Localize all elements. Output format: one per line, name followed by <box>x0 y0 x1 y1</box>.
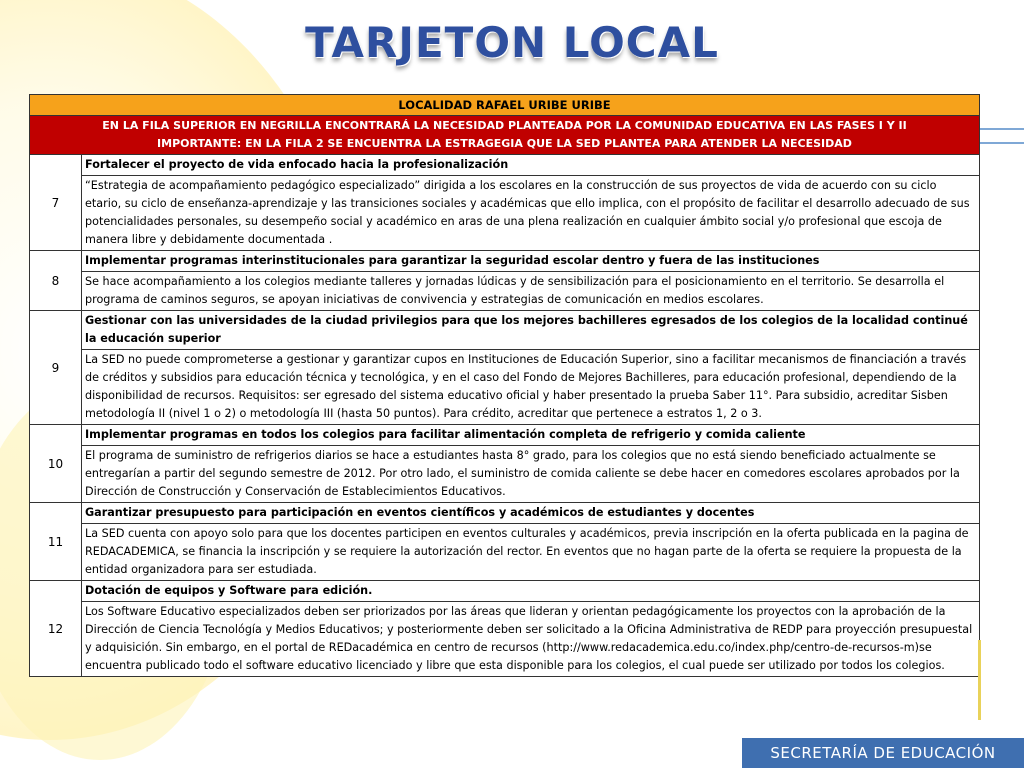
need-text: Fortalecer el proyecto de vida enfocado hacia la profesionalización <box>82 155 980 176</box>
need-row <box>30 155 980 176</box>
need-text: Dotación de equipos y Software para edición. <box>82 581 980 602</box>
need-row <box>30 425 980 446</box>
tarjeton-table-container <box>29 94 980 677</box>
notice-line-2: IMPORTANTE: EN LA FILA 2 SE ENCUENTRA LA ESTRAGEGIA QUE LA SED PLANTEA PARA ATENDER LA NECESIDAD <box>157 137 852 150</box>
strategy-text: La SED no puede comprometerse a gestionar y garantizar cupos en Instituciones de Educación Superior, sino a facilitar mecanismos de financiación a través de créditos y subsidios para educación técnica y tecnológica, y en el caso del Fondo de Mejores Bachilleres, para educación profesional, dependiendo de la disponibilidad de recursos. Requisitos: ser egresado del sistema educativo oficial y haber presentado la prueba Saber 11°. Para subsidio, acreditar Sisben metodología II (nivel 1 o 2) o metodología III (hasta 50 puntos). Para crédito, acreditar que pertenece a estratos 1, 2 o 3. <box>82 350 980 425</box>
need-text: Garantizar presupuesto para participación en eventos científicos y académicos de estudiantes y docentes <box>82 503 980 524</box>
need-row <box>30 251 980 272</box>
footer-label: SECRETARÍA DE EDUCACIÓN <box>770 744 996 762</box>
row-number: 9 <box>30 311 82 425</box>
row-number: 8 <box>30 251 82 311</box>
strategy-text: La SED cuenta con apoyo solo para que los docentes participen en eventos culturales y académicos, previa inscripción en la oferta publicada en la pagina de REDACADEMICA, se financia la inscripción y se requiere la autorización del rector. En eventos que no hagan parte de la oferta se requiere la propuesta de la entidad organizadora para ser estudiada. <box>82 524 980 581</box>
notice-banner <box>30 116 980 155</box>
footer-banner <box>742 738 1024 768</box>
page-title: TARJETON LOCAL <box>305 18 719 67</box>
locality-header-row <box>30 95 980 116</box>
strategy-text: Se hace acompañamiento a los colegios mediante talleres y jornadas lúdicas y de sensibilización para el posicionamiento en el territorio. Se desarrolla el programa de caminos seguros, se apoyan iniciativas de convivencia y estrategias de comunicación en medios escolares. <box>82 272 980 311</box>
strategy-row <box>30 272 980 311</box>
strategy-row <box>30 524 980 581</box>
side-accent <box>978 640 981 720</box>
locality-header: LOCALIDAD RAFAEL URIBE URIBE <box>30 95 980 116</box>
strategy-row <box>30 350 980 425</box>
strategy-text: “Estrategia de acompañamiento pedagógico especializado” dirigida a los escolares en la construcción de sus proyectos de vida de acuerdo con su ciclo etario, su ciclo de enseñanza-aprendizaje y las transiciones sociales y académicas que ello implica, con el propósito de facilitar el desarrollo adecuado de sus potencialidades personales, su desempeño social y académico en aras de una plena realización en cualquier ámbito social y/o profesional que escoja de manera libre y debidamente documentada . <box>82 176 980 251</box>
row-number: 10 <box>30 425 82 503</box>
strategy-row <box>30 602 980 677</box>
row-number: 7 <box>30 155 82 251</box>
strategy-row <box>30 176 980 251</box>
need-text: Implementar programas interinstitucionales para garantizar la seguridad escolar dentro y fuera de las instituciones <box>82 251 980 272</box>
tarjeton-table <box>29 94 980 677</box>
notice-line-1: EN LA FILA SUPERIOR EN NEGRILLA ENCONTRARÁ LA NECESIDAD PLANTEADA POR LA COMUNIDAD EDUCATIVA EN LAS FASES I Y II <box>102 119 907 132</box>
strategy-text: El programa de suministro de refrigerios diarios se hace a estudiantes hasta 8° grado, para los colegios que no está siendo beneficiado actualmente se entregarían a partir del segundo semestre de 2012. Por otro lado, el suministro de comida caliente se debe hacer en comedores escolares aprobados por la Dirección de Construcción y Conservación de Establecimientos Educativos. <box>82 446 980 503</box>
need-text: Implementar programas en todos los colegios para facilitar alimentación completa de refrigerio y comida caliente <box>82 425 980 446</box>
need-row <box>30 311 980 350</box>
need-text: Gestionar con las universidades de la ciudad privilegios para que los mejores bachilleres egresados de los colegios de la localidad continué la educación superior <box>82 311 980 350</box>
row-number: 11 <box>30 503 82 581</box>
strategy-row <box>30 446 980 503</box>
row-number: 12 <box>30 581 82 677</box>
strategy-text: Los Software Educativo especializados deben ser priorizados por las áreas que lideran y orientan pedagógicamente los proyectos con la aprobación de la Dirección de Ciencia Tecnológía y Medios Educativos; y posteriormente deben ser solicitado a la Oficina Administrativa de REDP para proyección presupuestal y adquisición. Sin embargo, en el portal de REDacadémica en centro de recursos (http://www.redacademica.edu.co/index.php/centro-de-recursos-m)se encuentra publicado todo el software educativo licenciado y libre que esta disponible para los colegios, el cual puede ser utilizado por todos los colegios. <box>82 602 980 677</box>
need-row <box>30 581 980 602</box>
need-row <box>30 503 980 524</box>
notice-row <box>30 116 980 155</box>
